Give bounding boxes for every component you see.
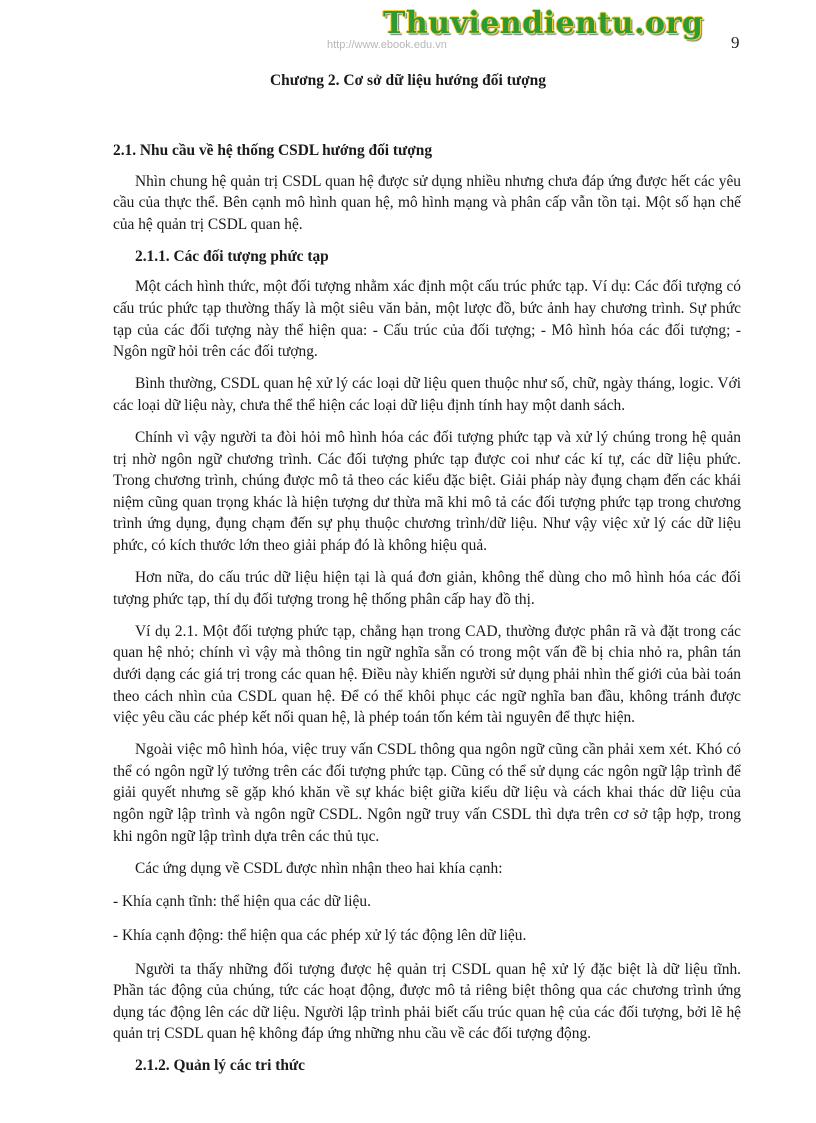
paragraph: Hơn nữa, do cấu trúc dữ liệu hiện tại là quá đơn giản, không thể dùng cho mô hình hóa các đối tượng phức tạp, thí dụ đối tượng trong hệ thống phân cấp hay đồ thị. — [113, 569, 741, 608]
section-heading: 2.1. Nhu cầu về hệ thống CSDL hướng đối tượng — [113, 142, 433, 159]
chapter-title: Chương 2. Cơ sở dữ liệu hướng đối tượng — [269, 72, 547, 89]
subsection-heading-complex-objects: 2.1.1. Các đối tượng phức tạp — [135, 247, 329, 265]
document-body — [113, 140, 741, 1086]
aspect-dynamic-item: - Khía cạnh động: thể hiện qua các phép xử lý tác động lên dữ liệu. — [113, 926, 527, 944]
subsection-heading-knowledge-management: 2.1.2. Quản lý các tri thức — [135, 1057, 305, 1075]
aspect-static-item: - Khía cạnh tĩnh: thể hiện qua các dữ liệu. — [113, 893, 371, 911]
page-number: 9 — [731, 33, 740, 52]
paragraph: Bình thường, CSDL quan hệ xử lý các loại dữ liệu quen thuộc như số, chữ, ngày tháng, logic. Với các loại dữ liệu này, chưa thể thể hiện các loại dữ liệu định tính hay một danh sách. — [113, 375, 741, 414]
aspects-intro: Các ứng dụng về CSDL được nhìn nhận theo hai khía cạnh: — [135, 859, 503, 877]
watermark-url: http://www.ebook.edu.vn — [327, 39, 447, 51]
paragraph: Một cách hình thức, một đối tượng nhằm xác định một cấu trúc phức tạp. Ví dụ: Các đối tượng có cấu trúc phức tạp thường thấy là một siêu văn bản, một lược đồ, bức ảnh hay chương trình. Sự phức tạp của các đối tượng này thể hiện qua: - Cấu trúc của đối tượng; - Mô hình hóa các đối tượng; - Ngôn ngữ hỏi trên các đối tượng. — [113, 278, 741, 361]
paragraph: Ngoài việc mô hình hóa, việc truy vấn CSDL thông qua ngôn ngữ cũng cần phải xem xét. Khó có thể có ngôn ngữ lý tưởng trên các đối tượng phức tạp. Cũng có thể sử dụng các ngôn ngữ lập trình để giải quyết nhưng sẽ gặp khó khăn về sự khác biệt giữa kiểu dữ liệu và cách khai thác dữ liệu của ngôn ngữ lập trình và ngôn ngữ CSDL. Ngôn ngữ truy vấn CSDL thì dựa trên cơ sở tập hợp, trong khi ngôn ngữ lập trình dựa trên các thủ tục. — [113, 741, 741, 845]
watermark-logo: Thuviendientu.org — [383, 6, 704, 41]
closing-paragraph: Người ta thấy những đối tượng được hệ quản trị CSDL quan hệ xử lý đặc biệt là dữ liệu tĩnh. Phần tác động của chúng, tức các hoạt động, được mô tả riêng biệt thông qua các chương trình ứng dụng tác động lên các dữ liệu. Người lập trình phải biết cấu trúc quan hệ của các đối tượng, bởi lẽ hệ quản trị CSDL quan hệ không đáp ứng những nhu cầu về các đối tượng động. — [113, 960, 741, 1043]
paragraph: Chính vì vậy người ta đòi hỏi mô hình hóa các đối tượng phức tạp và xử lý chúng trong hệ quản trị nhờ ngôn ngữ chương trình. Các đối tượng phức tạp được coi như các kí tự, các dữ liệu phức. Trong chương trình, chúng được mô tả theo các kiểu đặc biệt. Giải pháp này đụng chạm đến các khái niệm cũng quan trọng khác là hiện tượng dư thừa mã khi mô tả các đối tượng phức tạp trong chương trình ứng dụng, đụng chạm đến sự phụ thuộc chương trình/dữ liệu. Như vậy việc xử lý các dữ liệu phức, có kích thước lớn theo giải pháp đó là không hiệu quả. — [113, 429, 741, 554]
section-intro-paragraph: Nhìn chung hệ quản trị CSDL quan hệ được sử dụng nhiều nhưng chưa đáp ứng được hết các yêu cầu của thực thể. Bên cạnh mô hình quan hệ, mô hình mạng và phân cấp vẫn tồn tại. Một số hạn chế của hệ quản trị CSDL quan hệ. — [113, 172, 741, 233]
paragraph: Ví dụ 2.1. Một đối tượng phức tạp, chẳng hạn trong CAD, thường được phân rã và đặt trong các quan hệ nhỏ; chính vì vậy mà thông tin ngữ nghĩa sẵn có trong một vấn đề bị chia nhỏ ra, phân tán dưới dạng các giá trị trong các quan hệ. Điều này khiến người sử dụng phải nhìn thế giới của bài toán theo cách nhìn của CSDL quan hệ. Để có thể khôi phục các ngữ nghĩa ban đầu, không tránh được việc yêu cầu các phép kết nối quan hệ, là phép toán tốn kém tài nguyên để thực hiện. — [113, 622, 741, 727]
